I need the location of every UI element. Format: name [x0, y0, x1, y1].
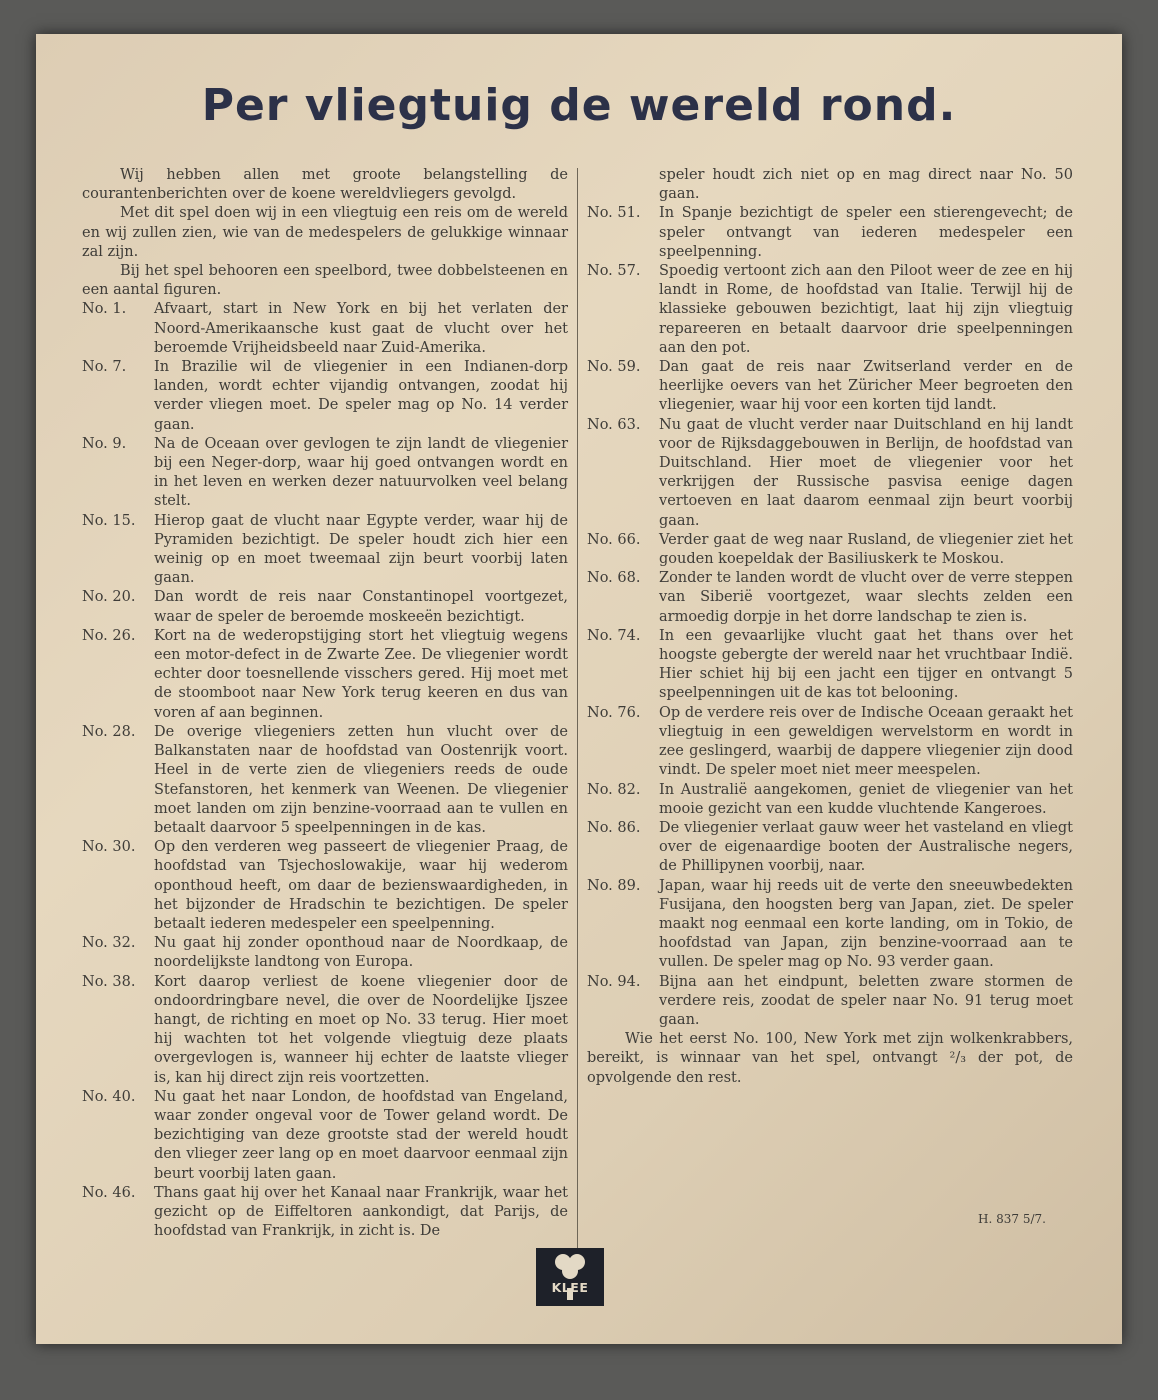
rule-text: Kort daarop verliest de koene vliegenier door de ondoordringbare nevel, die over de Noordelijke Ijszee hangt, de richting en moet op No. 33 terug. Hier moet hij wachten tot het volgende vliegtuig deze plaats overgevlogen is, wanneer hij echter de laatste vlieger is, kan hij direct zijn reis voortzetten.	[154, 973, 568, 1086]
rule-text: De overige vliegeniers zetten hun vlucht over de Balkanstaten naar de hoofdstad van Oostenrijk voort. Heel in de verte zien de vliegeniers reeds de oude Stefanstoren, het kenmerk van Weenen. De vliegenier moet landen om zijn benzine-voorraad aan te vullen en betaalt daarvoor 5 speelpenningen in de kas.	[154, 723, 568, 836]
rule-entry	[587, 973, 1073, 1031]
clover-icon	[536, 1248, 604, 1306]
rule-entry	[587, 204, 1073, 262]
rule-text: Nu gaat het naar London, de hoofdstad van Engeland, waar zonder ongeval voor de Tower geland wordt. De bezichtiging van deze grootste stad der wereld houdt den vlieger zeer lang op en moet daarvoor eenmaal zijn beurt voorbij laten gaan.	[154, 1088, 568, 1182]
rule-number: No. 76.	[587, 704, 641, 721]
rule-text: Na de Oceaan over gevlogen te zijn landt de vliegenier bij een Neger-dorp, waar hij goed ontvangen wordt en in het leven en werken dezer natuurvolken veel belang stelt.	[154, 435, 568, 510]
rule-text: Hierop gaat de vlucht naar Egypte verder, waar hij de Pyramiden bezichtigt. De speler houdt zich hier een weinig op en moet tweemaal zijn beurt voorbij laten gaan.	[154, 512, 568, 587]
rule-text: In Spanje bezichtigt de speler een stierengevecht; de speler ontvangt van iederen medespeler een speelpenning.	[659, 205, 1073, 260]
rule-number: No. 74.	[587, 627, 641, 644]
rule-entry	[587, 358, 1073, 416]
intro-paragraph: Met dit spel doen wij in een vliegtuig een reis om de wereld en wij zullen zien, wie van de medespelers de gelukkige winnaar zal zijn.	[82, 205, 568, 260]
rule-number: No. 38.	[82, 973, 136, 990]
column-divider	[577, 168, 578, 1256]
rule-entry	[82, 358, 568, 435]
logo-text: KLEE	[551, 1280, 589, 1295]
left-column	[82, 166, 568, 1241]
rule-entry	[587, 569, 1073, 627]
rule-text: Op de verdere reis over de Indische Oceaan geraakt het vliegtuig in een geweldigen wervelstorm en wordt in zee geslingerd, waarbij de dappere vliegenier zijn dood vindt. De speler moet niet meer meespelen.	[659, 704, 1073, 779]
rule-number: No. 66.	[587, 531, 641, 548]
rule-text: In Australië aangekomen, geniet de vliegenier van het mooie gezicht van een kudde vluchtende Kangeroes.	[659, 781, 1073, 817]
rule-number: No. 28.	[82, 723, 136, 740]
rule-text: Verder gaat de weg naar Rusland, de vliegenier ziet het gouden koepeldak der Basiliuskerk te Moskou.	[659, 531, 1073, 568]
rule-number: No. 89.	[587, 877, 641, 894]
rule-entry	[82, 838, 568, 934]
rule-text: Kort na de wederopstijging stort het vliegtuig wegens een motor-defect in de Zwarte Zee. De vliegenier wordt echter door toesnellende visschers gered. Hij moet met de stoomboot naar New York terug keeren en dus van voren af aan beginnen.	[154, 627, 568, 721]
rule-text: Afvaart, start in New York en bij het verlaten der Noord-Amerikaansche kust gaat de vlucht over het beroemde Vrijheidsbeeld naar Zuid-Amerika.	[154, 301, 568, 356]
rule-number: No. 63.	[587, 416, 641, 433]
rule-number: No. 1.	[82, 301, 127, 318]
rule-text: In Brazilie wil de vliegenier in een Indianen-dorp landen, wordt echter vijandig ontvangen, zoodat hij verder vliegen moet. De speler mag op No. 14 verder gaan.	[154, 359, 568, 433]
rule-number: No. 86.	[587, 819, 641, 836]
intro-paragraph: Bij het spel behooren een speelbord, twee dobbelsteenen en een aantal figuren.	[82, 263, 568, 299]
rule-number: No. 9.	[82, 435, 127, 452]
rule-entry	[82, 934, 568, 972]
rule-entry	[587, 819, 1073, 877]
rule-number: No. 57.	[587, 263, 641, 280]
rule-entry	[82, 300, 568, 358]
rule-number: No. 20.	[82, 589, 136, 606]
print-code: H. 837 5/7.	[978, 1212, 1046, 1226]
rules-sheet	[36, 34, 1122, 1344]
intro-paragraph: Wij hebben allen met groote belangstelling de courantenberichten over de koene wereldvliegers gevolgd.	[82, 167, 568, 203]
rule-text: Dan wordt de reis naar Constantinopel voortgezet, waar de speler de beroemde moskeeën bezichtigt.	[154, 589, 568, 625]
rule-number: No. 32.	[82, 935, 136, 952]
rule-entry	[587, 416, 1073, 531]
rule-text: Dan gaat de reis naar Zwitserland verder en de heerlijke oevers van het Züricher Meer begroeten den vliegenier, waar hij voor een korten tijd landt.	[659, 359, 1073, 414]
klee-logo	[536, 1248, 604, 1306]
rule-entry	[82, 627, 568, 723]
rule-text: Op den verderen weg passeert de vliegenier Praag, de hoofdstad van Tsjechoslowakije, waar hij wederom oponthoud heeft, om daar de bezienswaardigheden, in het bijzonder de Hradschin te bezichtigen. De speler betaalt iederen medespeler een speelpenning.	[154, 839, 568, 932]
rule-continuation: speler houdt zich niet op en mag direct naar No. 50 gaan.	[659, 167, 1073, 203]
rule-number: No. 15.	[82, 512, 136, 529]
right-column	[587, 166, 1073, 1088]
rule-entry	[82, 588, 568, 626]
rule-number: No. 40.	[82, 1088, 136, 1105]
rule-number: No. 7.	[82, 359, 127, 376]
rule-text: Bijna aan het eindpunt, beletten zware stormen de verdere reis, zoodat de speler naar No. 91 terug moet gaan.	[659, 973, 1073, 1028]
rule-entry	[587, 262, 1073, 358]
rule-text: Nu gaat hij zonder oponthoud naar de Noordkaap, de noordelijkste landtong von Europa.	[154, 935, 568, 971]
rule-text: Thans gaat hij over het Kanaal naar Frankrijk, waar het gezicht op de Eiffeltoren aankondigt, dat Parijs, de hoofdstad van Frankrijk, in zicht is. De	[154, 1184, 568, 1240]
rule-entry	[82, 973, 568, 1088]
rule-entry	[82, 512, 568, 589]
rule-text: Japan, waar hij reeds uit de verte den sneeuwbedekten Fusijana, den hoogsten berg van Japan, ziet. De speler maakt nog eenmaal een korte landing, om in Tokio, de hoofdstad van Japan, zijn benzine-voorraad aan te vullen. De speler mag op No. 93 verder gaan.	[659, 877, 1073, 971]
rule-number: No. 59.	[587, 359, 641, 376]
rule-text: Zonder te landen wordt de vlucht over de verre steppen van Siberië voortgezet, waar slechts zelden een armoedig dorpje in het dorre landschap te zien is.	[659, 570, 1073, 625]
rule-entry	[82, 1184, 568, 1242]
rule-number: No. 68.	[587, 570, 641, 587]
rule-entry	[82, 723, 568, 838]
rule-entry	[587, 531, 1073, 569]
rule-entry	[82, 1088, 568, 1184]
rule-number: No. 46.	[82, 1184, 136, 1201]
rule-number: No. 51.	[587, 205, 641, 222]
rule-entry	[587, 781, 1073, 819]
rule-number: No. 26.	[82, 627, 136, 644]
rule-number: No. 94.	[587, 973, 641, 990]
rule-text: De vliegenier verlaat gauw weer het vasteland en vliegt over de eigenaardige booten der Australische negers, de Phillipynen voorbij, naar.	[659, 819, 1073, 875]
closing-paragraph: Wie het eerst No. 100, New York met zijn wolkenkrabbers, bereikt, is winnaar van het spel, ontvangt ²/₃ der pot, de opvolgende den rest.	[587, 1031, 1073, 1086]
rule-text: Spoedig vertoont zich aan den Piloot weer de zee en hij landt in Rome, de hoofdstad van Italie. Terwijl hij de klassieke gebouwen bezichtigt, laat hij zijn vliegtuig repareeren en betaalt daarvoor drie speelpenningen aan den pot.	[659, 263, 1073, 356]
rule-text: In een gevaarlijke vlucht gaat het thans over het hoogste gebergte der wereld naar het vruchtbaar Indië. Hier schiet hij bij een jacht een tijger en ontvangt 5 speelpenningen uit de kas tot belooning.	[659, 627, 1073, 702]
rule-number: No. 82.	[587, 781, 641, 798]
rule-entry	[82, 435, 568, 512]
rule-entry	[587, 877, 1073, 973]
rule-entry	[587, 704, 1073, 781]
rule-entry	[587, 627, 1073, 704]
rule-text: Nu gaat de vlucht verder naar Duitschland en hij landt voor de Rijksdaggebouwen in Berlijn, de hoofdstad van Duitschland. Hier moet de vliegenier voor het verkrijgen der Russische pasvisa eenige dagen vertoeven en laat daarom eenmaal zijn beurt voorbij gaan.	[659, 416, 1073, 529]
page-title: Per vliegtuig de wereld rond.	[201, 80, 957, 131]
rule-number: No. 30.	[82, 839, 136, 856]
